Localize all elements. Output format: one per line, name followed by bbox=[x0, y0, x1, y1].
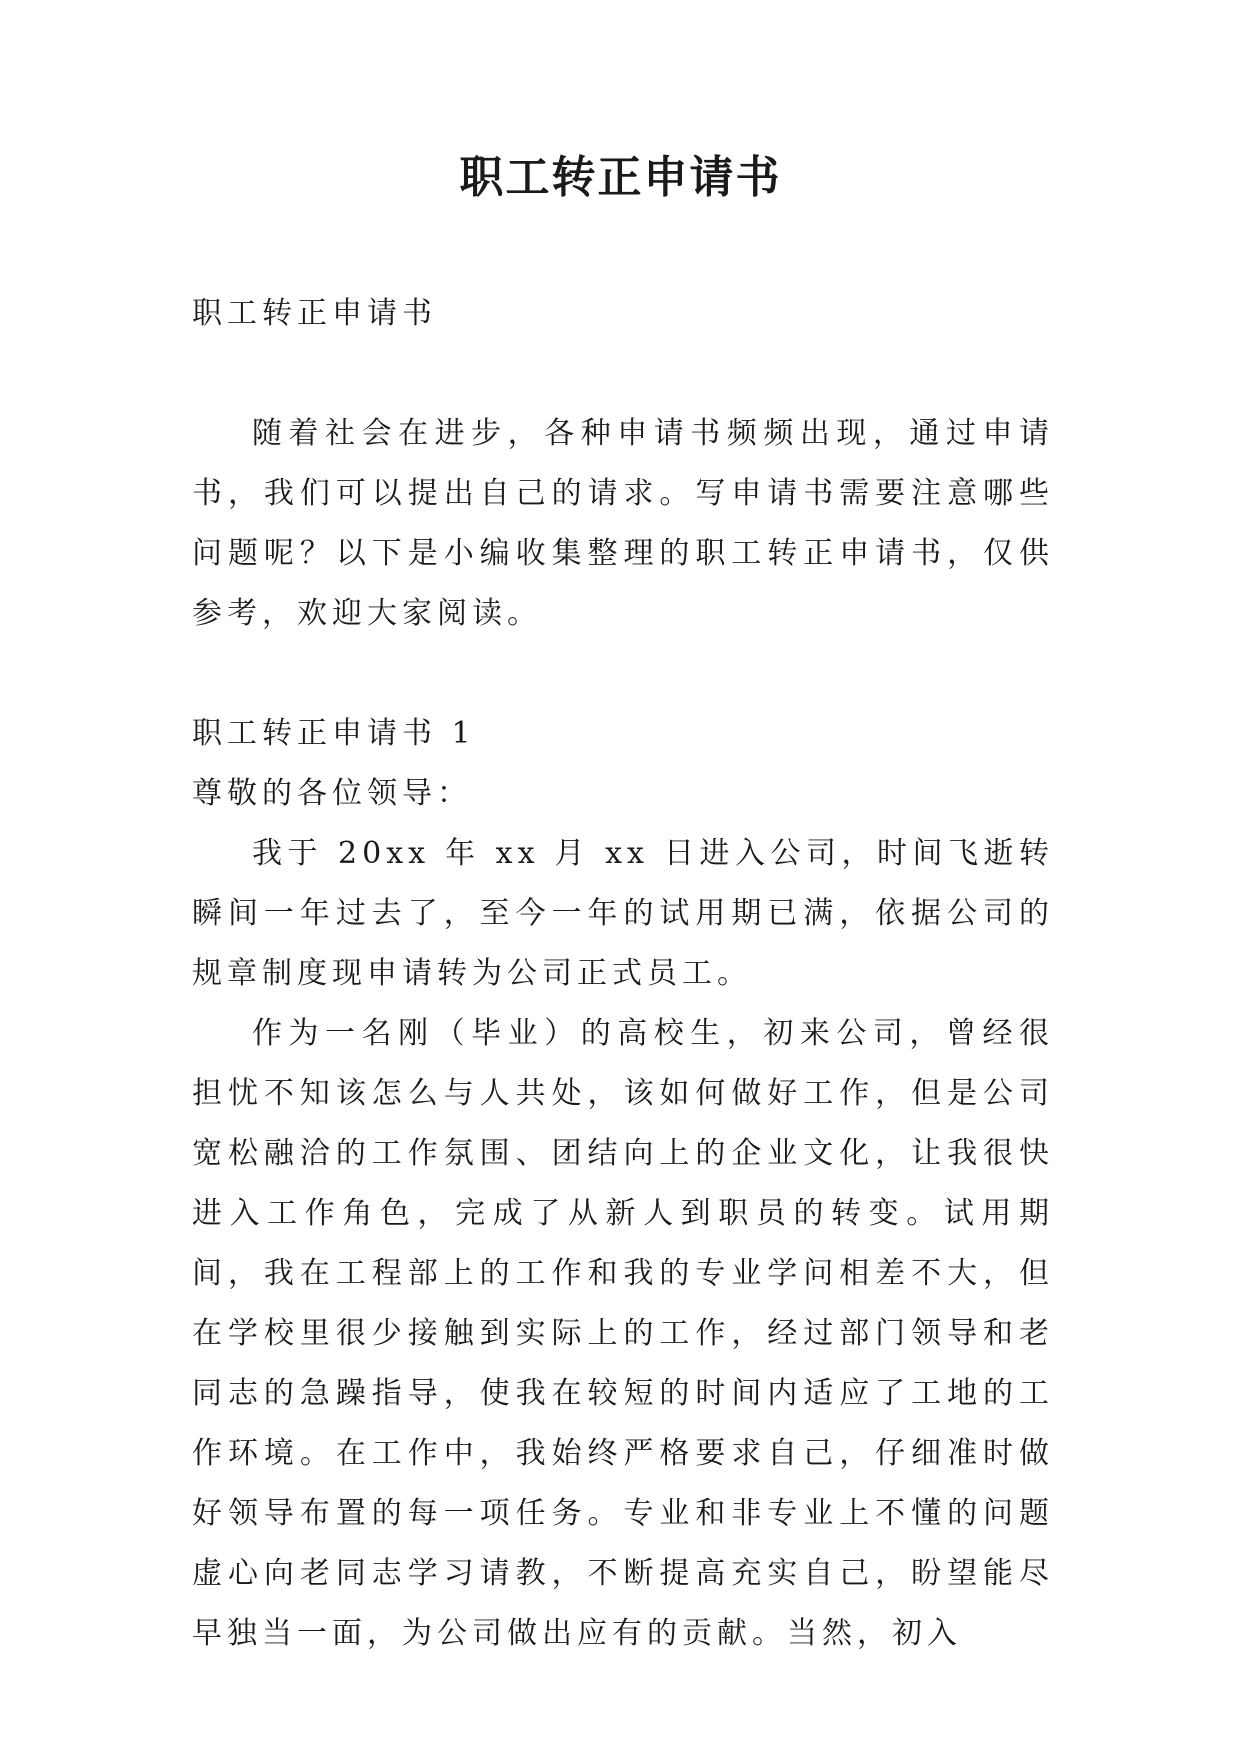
body-paragraph: 作为一名刚（毕业）的高校生，初来公司，曾经很担忧不知该怎么与人共处，该如何做好工作，但是公司宽松融洽的工作氛围、团结向上的企业文化，让我很快进入工作角色，完成了从新人到职员的转变。试用期间，我在工程部上的工作和我的专业学问相差不大，但在学校里很少接触到实际上的工作，经过部门领导和老同志的急躁指导，使我在较短的时间内适应了工地的工作环境。在工作中，我始终严格要求自己，仔细准时做好领导布置的每一项任务。专业和非专业上不懂的问题虚心向老同志学习请教，不断提高充实自己，盼望能尽早独当一面，为公司做出应有的贡献。当然，初入 bbox=[192, 1016, 1054, 1651]
document-title: 职工转正申请书 bbox=[459, 152, 782, 203]
section-heading: 职工转正申请书 1 bbox=[192, 716, 476, 751]
document-subtitle: 职工转正申请书 bbox=[192, 296, 437, 331]
salutation: 尊敬的各位领导： bbox=[192, 776, 472, 811]
body-paragraph: 我于 20xx 年 xx 月 xx 日进入公司，时间飞逝转瞬间一年过去了，至今一年的试用期已满，依据公司的规章制度现申请转为公司正式员工。 bbox=[192, 836, 1054, 991]
intro-paragraph: 随着社会在进步，各种申请书频频出现，通过申请书，我们可以提出自己的请求。写申请书需要注意哪些问题呢？以下是小编收集整理的职工转正申请书，仅供参考，欢迎大家阅读。 bbox=[192, 416, 1054, 631]
document-body bbox=[192, 284, 1054, 1664]
